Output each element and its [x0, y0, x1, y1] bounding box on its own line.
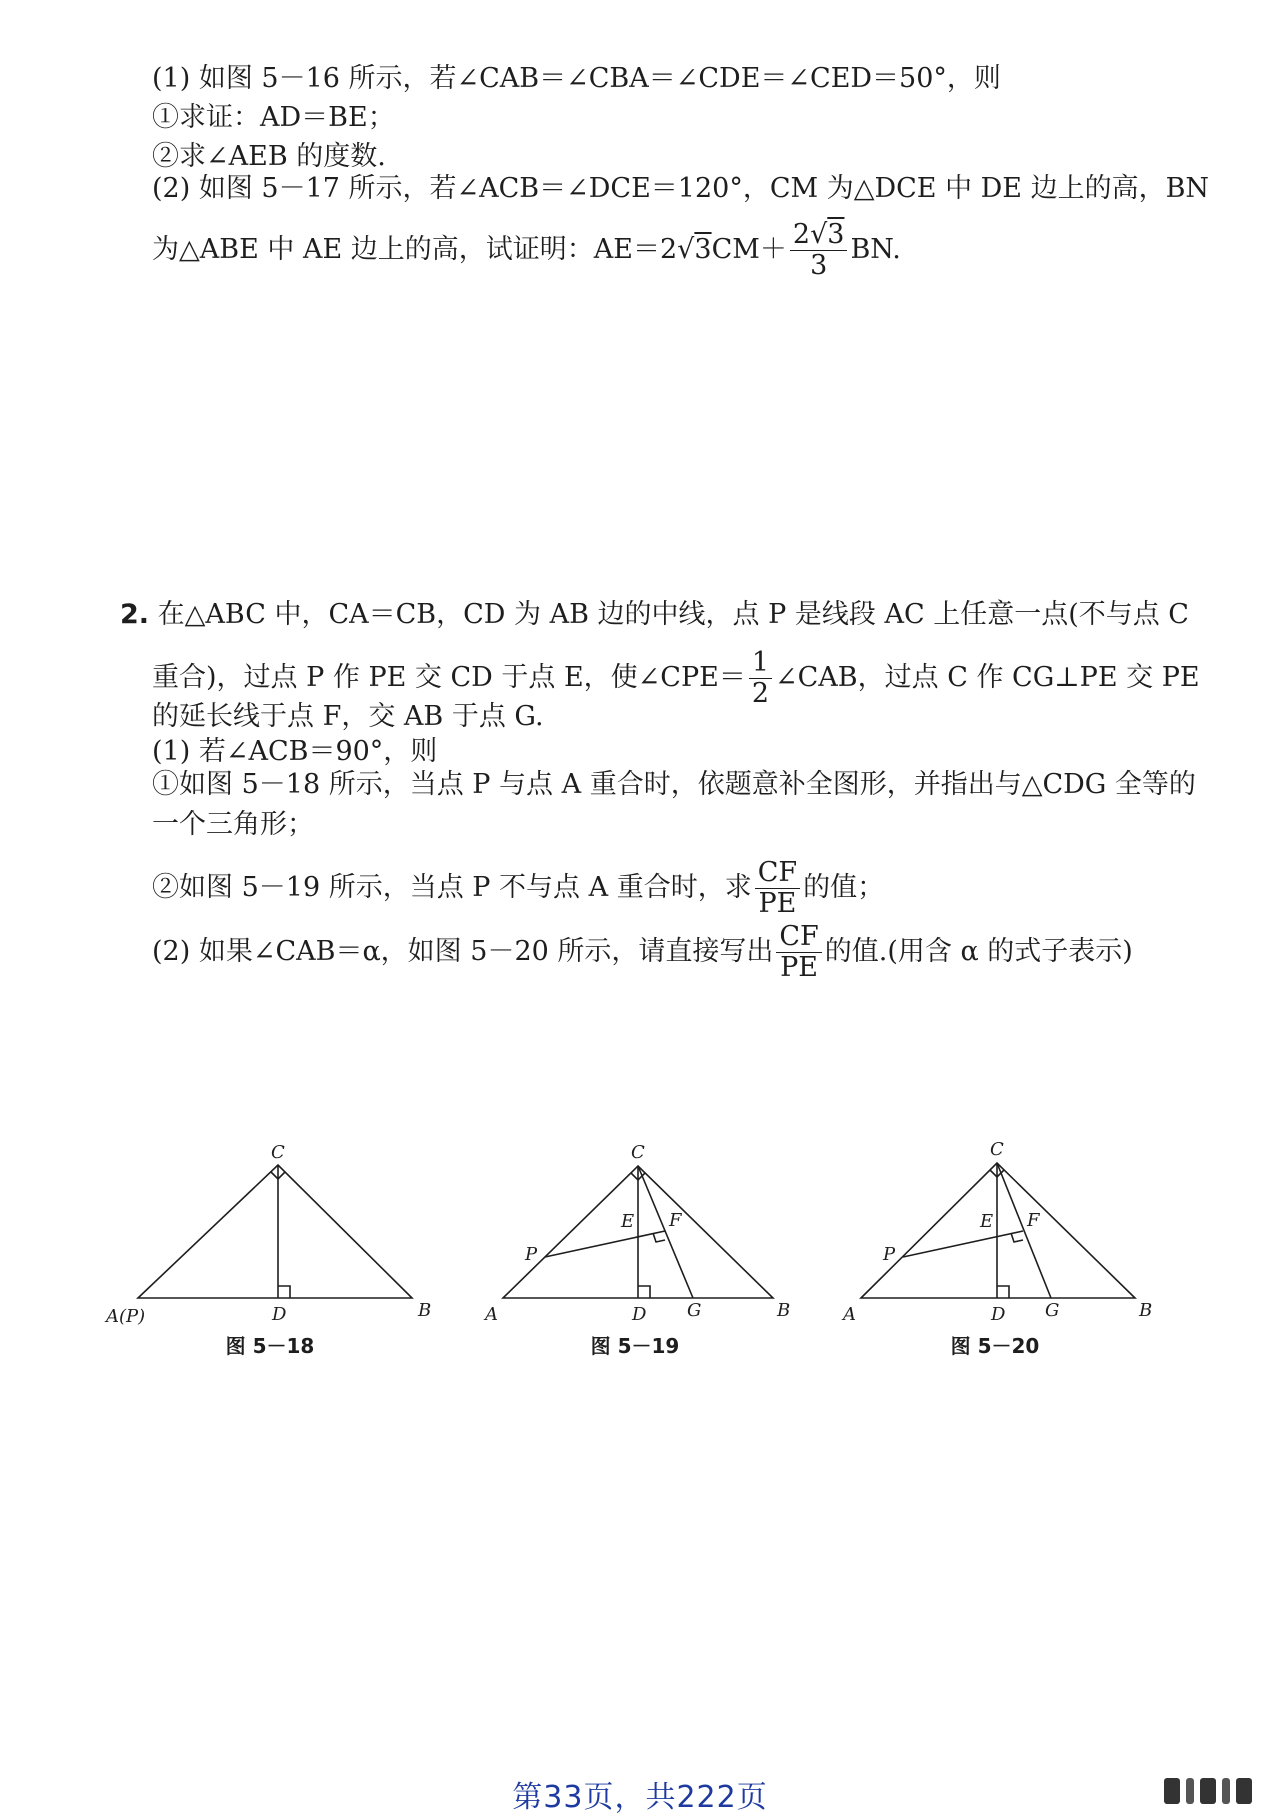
q2-number: 2.: [120, 599, 150, 630]
q1-part1a: ①求证：AD＝BE；: [152, 102, 395, 133]
label-g: G: [687, 1300, 702, 1321]
figure-5-18-diagram: [100, 1130, 440, 1330]
q1-part2-radicand: 3: [694, 234, 712, 265]
figure-5-19: [465, 1130, 805, 1358]
q1-frac-num-coef: 2: [792, 219, 811, 250]
q2-part1a-line2: 一个三角形；: [152, 809, 314, 840]
label-c: C: [990, 1139, 1004, 1160]
q2-part1b-pre: ②如图 5－19 所示，当点 P 不与点 A 重合时，求: [152, 872, 752, 903]
q1-part2-text-mid: CM＋: [711, 234, 787, 265]
viewer-toolbar[interactable]: [1164, 1778, 1252, 1804]
toolbar-bar-icon[interactable]: [1222, 1778, 1230, 1804]
q1-part2-line1: (2) 如图 5－17 所示，若∠ACB＝∠DCE＝120°，CM 为△DCE 中 DE 边上的高，BN: [152, 173, 1210, 204]
q2-part2-num: CF: [776, 922, 821, 953]
sqrt-symbol: √: [810, 219, 828, 250]
label-d: D: [272, 1304, 287, 1325]
right-angle-mark-d: [997, 1286, 1009, 1298]
toolbar-block-icon[interactable]: [1164, 1778, 1180, 1804]
triangle-abc: [861, 1163, 1135, 1298]
label-c: C: [271, 1142, 285, 1163]
label-g: G: [1045, 1300, 1060, 1321]
right-angle-mark-d: [278, 1286, 290, 1298]
q2-part1: (1) 若∠ACB＝90°，则: [152, 736, 438, 767]
q1-part2-text-pre: 为△ABE 中 AE 边上的高，试证明：AE＝2: [152, 234, 678, 265]
q2-part1a-line1: ①如图 5－18 所示，当点 P 与点 A 重合时，依题意补全图形，并指出与△CDG 全等的: [152, 769, 1196, 800]
figure-5-20-caption: 图 5－20: [950, 1334, 1040, 1358]
label-a-p: A(P): [106, 1306, 146, 1327]
q2-part2-post: 的值.(用含 α 的式子表示): [824, 936, 1133, 967]
q2-part1b-post: 的值；: [803, 872, 885, 903]
q1-part1b: ②求∠AEB 的度数.: [152, 141, 386, 172]
segment-cg: [638, 1166, 693, 1298]
right-angle-mark-f: [1011, 1233, 1023, 1242]
q2-line3: 的延长线于点 F，交 AB 于点 G.: [152, 701, 544, 732]
figure-5-20-diagram: [825, 1130, 1165, 1330]
q2-half-fraction: [749, 648, 772, 709]
label-e: E: [621, 1211, 635, 1232]
q2-line1-text: 在△ABC 中，CA＝CB，CD 为 AB 边的中线，点 P 是线段 AC 上任意一点(不与点 C: [157, 599, 1189, 630]
toolbar-block-icon[interactable]: [1236, 1778, 1252, 1804]
q2-part2-den: PE: [780, 952, 819, 983]
q2-part1b: [152, 858, 884, 919]
q1-frac-den: 3: [810, 250, 828, 281]
label-b: B: [1139, 1300, 1153, 1321]
label-d: D: [632, 1304, 647, 1325]
q2-part1b-num: CF: [755, 858, 800, 889]
label-b: B: [418, 1300, 432, 1321]
figure-5-18-caption: 图 5－18: [225, 1334, 315, 1358]
label-f: F: [669, 1210, 682, 1231]
q1-part2-line2: [152, 220, 901, 281]
q1-frac-num-radicand: 3: [827, 219, 845, 250]
q2-line2-pre: 重合)，过点 P 作 PE 交 CD 于点 E，使∠CPE＝: [152, 662, 746, 693]
q1-part1: (1) 如图 5－16 所示，若∠CAB＝∠CBA＝∠CDE＝∠CED＝50°，则: [152, 63, 1001, 94]
segment-cg: [997, 1163, 1051, 1298]
segment-pf: [903, 1231, 1023, 1257]
label-a: A: [485, 1304, 498, 1325]
triangle-abc: [138, 1165, 412, 1298]
sqrt-symbol: √: [677, 234, 695, 265]
q2-half-den: 2: [751, 678, 770, 709]
label-c: C: [631, 1142, 645, 1163]
figure-5-18: [100, 1130, 440, 1358]
q2-half-num: 1: [749, 648, 772, 679]
right-angle-mark-f: [653, 1233, 665, 1242]
figure-5-19-caption: 图 5－19: [590, 1334, 680, 1358]
toolbar-block-icon[interactable]: [1200, 1778, 1216, 1804]
label-e: E: [980, 1211, 994, 1232]
q2-part1b-fraction: [755, 858, 800, 919]
label-p: P: [525, 1244, 538, 1265]
figure-5-20: [825, 1130, 1165, 1358]
right-angle-mark-d: [638, 1286, 650, 1298]
q1-part2-fraction: [790, 220, 848, 281]
label-d: D: [991, 1304, 1006, 1325]
q2-part1b-den: PE: [758, 888, 797, 919]
q2-part2-fraction: [776, 922, 821, 983]
label-b: B: [777, 1300, 791, 1321]
q2-part2: [152, 922, 1133, 983]
page-counter: 第33页，共222页: [512, 1780, 768, 1815]
q2-line2-post: ∠CAB，过点 C 作 CG⊥PE 交 PE: [775, 662, 1200, 693]
label-p: P: [883, 1244, 896, 1265]
label-f: F: [1027, 1210, 1040, 1231]
q2-part2-pre: (2) 如果∠CAB＝α，如图 5－20 所示，请直接写出: [152, 936, 774, 967]
q1-part2-text-post: BN.: [850, 234, 901, 265]
figure-5-19-diagram: [465, 1130, 805, 1330]
segment-pf: [545, 1231, 665, 1257]
q2-line1: [120, 598, 1189, 632]
toolbar-bar-icon[interactable]: [1186, 1778, 1194, 1804]
label-a: A: [843, 1304, 856, 1325]
